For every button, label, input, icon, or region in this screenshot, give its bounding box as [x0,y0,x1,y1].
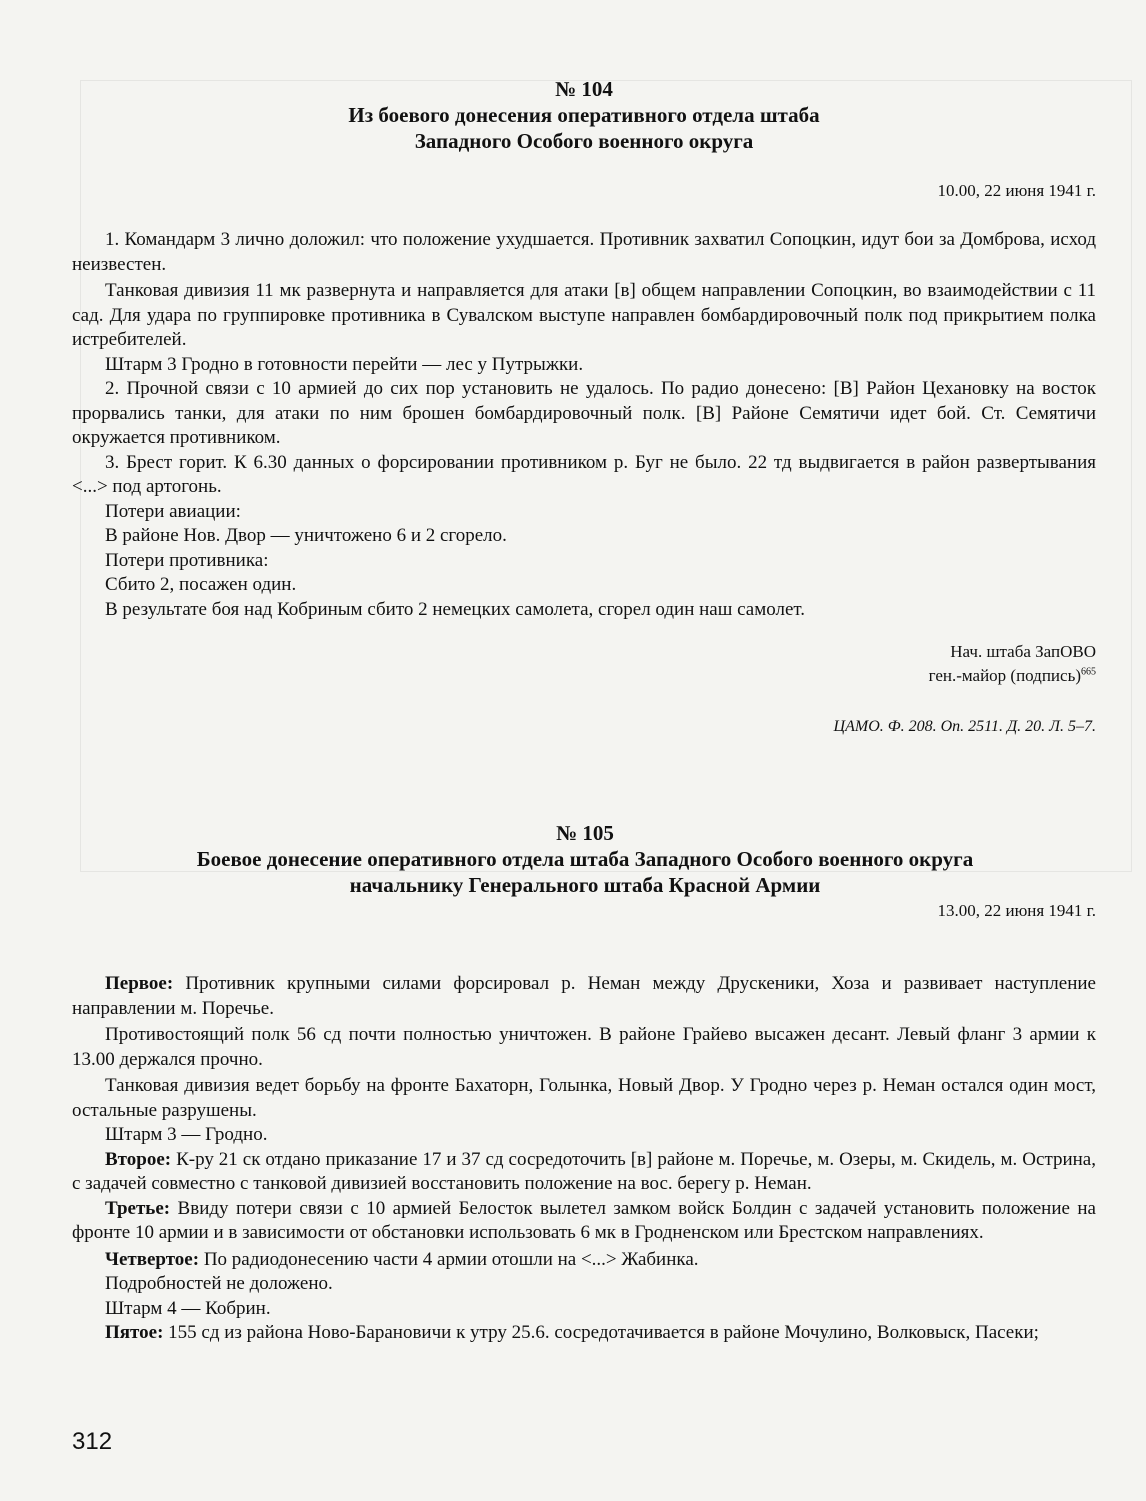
doc104-signature-text: ген.-майор (подпись) [928,666,1081,685]
paragraph-text: Штарм 3 — Гродно. [105,1124,268,1145]
doc105-paragraph [72,972,1096,1021]
doc104-paragraph: Танковая дивизия 11 мк развернута и направляется для атаки [в] общем направлении Сопоцкин, во взаимодействии с 11 сад. Для удара по группировке противника в Сувалском выступе направлен бомбардировочный полк под прикрытием полка истребителей. [72,280,1096,350]
doc105-body [72,972,1096,1346]
doc104-title-line2: Западного Особого военного округа [414,129,754,153]
doc105-number: № 105 [556,821,614,845]
doc105-date: 13.00, 22 июня 1941 г. [937,901,1096,920]
doc105-paragraph [72,1248,1096,1273]
doc104-paragraph: Штарм 3 Гродно в готовности перейти — лес у Путрыжки. [105,353,584,375]
doc105-paragraph [72,1074,1096,1123]
doc104-title-line1: Из боевого донесения оперативного отдела штаба [348,103,820,127]
doc104-signature-line2 [72,664,1096,688]
doc105-paragraph [72,1023,1096,1072]
paragraph-lead: Третье: [105,1197,171,1219]
page-number: 312 [72,1428,113,1455]
doc105-title-line1: Боевое донесение оперативного отдела штаба Западного Особого военного округа [196,847,974,871]
paragraph-text: Штарм 4 — Кобрин. [105,1297,271,1319]
doc104-paragraph: В районе Нов. Двор — уничтожено 6 и 2 сгорело. [105,525,507,546]
doc104-body [72,228,1096,622]
doc105-title-line2: начальнику Генерального штаба Красной Армии [349,873,821,897]
doc105-paragraph [72,1297,1096,1322]
paragraph-text: Танковая дивизия ведет борьбу на фронте Бахаторн, Голынка, Новый Двор. У Гродно через р. Неман остался один мост, остальные разрушены. [72,1075,1096,1121]
doc105-paragraph [72,1321,1096,1346]
doc104-paragraph: 3. Брест горит. К 6.30 данных о форсировании противником р. Буг не было. 22 тд выдвигается в район развертывания <...> под артогонь. [72,451,1096,497]
doc105-paragraph [72,1148,1096,1197]
doc104-paragraph: 2. Прочной связи с 10 армией до сих пор установить не удалось. По радио донесено: [В] Район Цехановку на восток прорвались танки, для атаки по ним брошен бомбардировочный полк. [В] Районе Семятичи идет бой. Ст. Семятичи окружается противником. [72,378,1096,448]
doc105-paragraph [72,1123,1096,1148]
doc104-source: ЦАМО. Ф. 208. Оп. 2511. Д. 20. Л. 5–7. [833,718,1096,735]
paragraph-lead: Четвертое: [105,1248,200,1270]
doc104-paragraph: Потери противника: [105,549,269,571]
doc104-paragraph: 1. Командарм 3 лично доложил: что положение ухудшается. Противник захватил Сопоцкин, идут бои за Домброва, исход неизвестен. [72,229,1096,275]
paragraph-text: Противостоящий полк 56 сд почти полностью уничтожен. В районе Грайево высажен десант. Левый фланг 3 армии к 13.00 держался прочно. [72,1024,1096,1070]
paragraph-text: По радиодонесению части 4 армии отошли на <...> Жабинка. [199,1248,699,1270]
paragraph-text: Ввиду потери связи с 10 армией Белосток вылетел замком войск Болдин с задачей установить положение на фронте 10 армии и в зависимости от обстановки использовать 6 мк в Гродненском или Брестском направлениях. [72,1197,1096,1243]
doc104-header [72,76,1096,154]
footnote-ref: 665 [1081,666,1096,678]
doc104-paragraph: Потери авиации: [105,500,241,522]
doc104-signature-line1: Нач. штаба ЗапОВО [950,642,1096,661]
doc105-paragraph [72,1272,1096,1297]
paragraph-text: Подробностей не доложено. [105,1273,333,1294]
doc105-paragraph [72,1197,1096,1246]
doc104-number: № 104 [555,77,613,101]
paragraph-text: К-ру 21 ск отдано приказание 17 и 37 сд сосредоточить [в] районе м. Поречье, м. Озеры, м. Скидель, м. Острина, с задачей совместно с танковой дивизией восстановить положение на вос. берегу р. Неман. [72,1148,1096,1194]
doc104-paragraph: В результате боя над Кобриным сбито 2 немецких самолета, сгорел один наш самолет. [105,598,806,620]
doc104-date: 10.00, 22 июня 1941 г. [937,181,1096,200]
paragraph-text: Противник крупными силами форсировал р. Неман между Друскеники, Хоза и развивает наступление направлении м. Поречье. [72,973,1096,1019]
doc104-signature [72,640,1096,688]
paragraph-lead: Первое: [105,973,174,994]
paragraph-lead: Второе: [105,1148,172,1170]
paragraph-lead: Пятое: [105,1322,164,1343]
doc104-paragraph: Сбито 2, посажен один. [105,574,297,595]
paragraph-text: 155 сд из района Ново-Барановичи к утру 25.6. сосредотачивается в районе Мочулино, Волковыск, Пасеки; [163,1322,1039,1343]
doc105-header [40,820,1130,898]
